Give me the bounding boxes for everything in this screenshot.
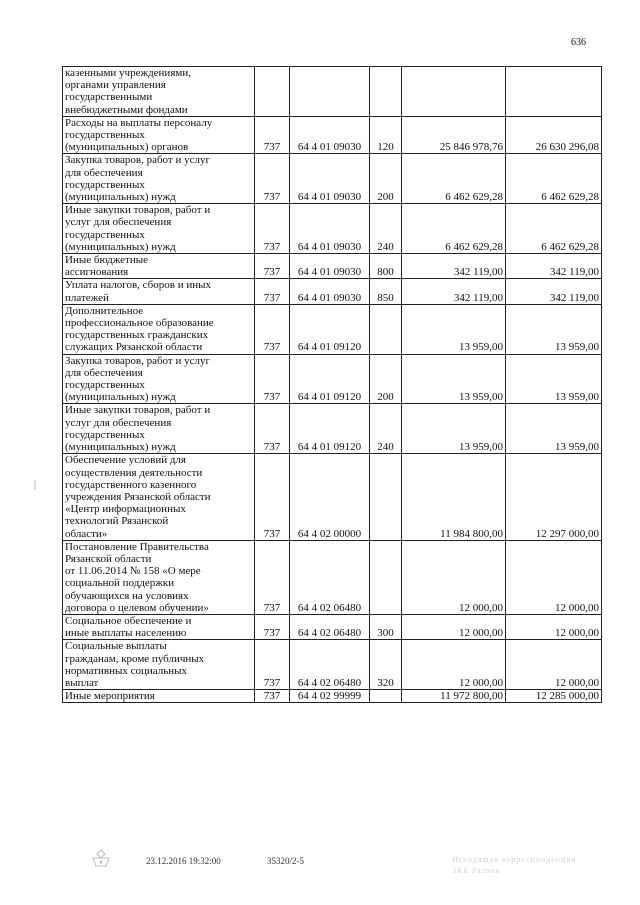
cell-amount-2017: 13 959,00 [402, 354, 506, 404]
cell-ministry: 737 [255, 640, 290, 690]
cell-section: 64 4 02 00000 [290, 454, 370, 540]
cell-ministry: 737 [255, 304, 290, 354]
cell-expense-type [370, 304, 402, 354]
cell-amount-2017: 6 462 629,28 [402, 154, 506, 204]
table-row [63, 690, 602, 703]
cell-expense-type: 300 [370, 614, 402, 639]
cell-amount-2017: 12 000,00 [402, 640, 506, 690]
cell-name: Иные мероприятия [63, 690, 255, 703]
cell-ministry: 737 [255, 404, 290, 454]
cell-name: Социальные выплаты гражданам, кроме публичных нормативных социальных выплат [63, 640, 255, 690]
cell-amount-2017: 342 119,00 [402, 279, 506, 304]
cell-amount-2017: 12 000,00 [402, 614, 506, 639]
cell-amount-2018 [506, 67, 602, 117]
table-row [63, 254, 602, 279]
cell-section: 64 4 01 09120 [290, 404, 370, 454]
cell-name: Иные закупки товаров, работ и услуг для обеспечения государственных (муниципальных) нужд [63, 404, 255, 454]
footer-faint-text: Исходящая корреспонденция ЗКБ Рязань [452, 855, 577, 875]
cell-amount-2018: 13 959,00 [506, 304, 602, 354]
cell-expense-type: 850 [370, 279, 402, 304]
cell-name: Иные бюджетные ассигнования [63, 254, 255, 279]
cell-section: 64 4 01 09030 [290, 279, 370, 304]
table-row [63, 640, 602, 690]
cell-ministry: 737 [255, 690, 290, 703]
cell-name: Расходы на выплаты персоналу государственных (муниципальных) органов [63, 116, 255, 154]
cell-expense-type: 120 [370, 116, 402, 154]
cell-section: 64 4 02 99999 [290, 690, 370, 703]
cell-name: Обеспечение условий для осуществления деятельности государственного казенного учреждения Рязанской области «Центр информационных технологий Рязанской области» [63, 454, 255, 540]
table-row [63, 454, 602, 540]
cell-amount-2017: 12 000,00 [402, 540, 506, 614]
cell-name: Иные закупки товаров, работ и услуг для обеспечения государственных (муниципальных) нужд [63, 204, 255, 254]
cell-section: 64 4 02 06480 [290, 640, 370, 690]
cell-amount-2018: 12 000,00 [506, 640, 602, 690]
cell-section: 64 4 01 09120 [290, 304, 370, 354]
cell-name: Постановление Правительства Рязанской области от 11.06.2014 № 158 «О мере социальной поддержки обучающихся на условиях договора о целевом обучении» [63, 540, 255, 614]
cell-section: 64 4 01 09030 [290, 254, 370, 279]
cell-expense-type: 200 [370, 354, 402, 404]
cell-amount-2018: 12 000,00 [506, 540, 602, 614]
cell-amount-2017 [402, 67, 506, 117]
stamp-icon [88, 848, 114, 868]
cell-section: 64 4 01 09030 [290, 116, 370, 154]
cell-name: Социальное обеспечение и иные выплаты населению [63, 614, 255, 639]
cell-ministry: 737 [255, 279, 290, 304]
cell-section: 64 4 01 09030 [290, 154, 370, 204]
cell-ministry [255, 67, 290, 117]
cell-expense-type [370, 540, 402, 614]
cell-amount-2017: 11 972 800,00 [402, 690, 506, 703]
table-row [63, 354, 602, 404]
cell-amount-2018: 342 119,00 [506, 279, 602, 304]
footer-datetime: 23.12.2016 19:32:00 [146, 856, 221, 866]
page-number: 636 [571, 37, 586, 48]
cell-ministry: 737 [255, 614, 290, 639]
cell-name: Уплата налогов, сборов и иных платежей [63, 279, 255, 304]
cell-amount-2018: 13 959,00 [506, 354, 602, 404]
cell-name: Закупка товаров, работ и услуг для обеспечения государственных (муниципальных) нужд [63, 354, 255, 404]
cell-expense-type [370, 454, 402, 540]
table-row [63, 204, 602, 254]
budget-table [62, 66, 602, 703]
table-row [63, 67, 602, 117]
table-row [63, 540, 602, 614]
budget-table-body [63, 67, 602, 703]
cell-amount-2017: 6 462 629,28 [402, 204, 506, 254]
cell-amount-2018: 12 285 000,00 [506, 690, 602, 703]
cell-amount-2018: 342 119,00 [506, 254, 602, 279]
cell-ministry: 737 [255, 254, 290, 279]
cell-expense-type: 240 [370, 404, 402, 454]
cell-expense-type [370, 67, 402, 117]
table-row [63, 614, 602, 639]
cell-section: 64 4 02 06480 [290, 614, 370, 639]
cell-name: Закупка товаров, работ и услуг для обеспечения государственных (муниципальных) нужд [63, 154, 255, 204]
cell-amount-2017: 13 959,00 [402, 304, 506, 354]
cell-ministry: 737 [255, 540, 290, 614]
cell-amount-2017: 25 846 978,76 [402, 116, 506, 154]
cell-amount-2018: 13 959,00 [506, 404, 602, 454]
cell-expense-type: 200 [370, 154, 402, 204]
cell-ministry: 737 [255, 204, 290, 254]
cell-ministry: 737 [255, 116, 290, 154]
cell-amount-2018: 26 630 296,08 [506, 116, 602, 154]
cell-ministry: 737 [255, 354, 290, 404]
cell-section: 64 4 01 09030 [290, 204, 370, 254]
table-row [63, 154, 602, 204]
table-row [63, 304, 602, 354]
table-row [63, 279, 602, 304]
cell-amount-2017: 11 984 800,00 [402, 454, 506, 540]
cell-amount-2018: 6 462 629,28 [506, 204, 602, 254]
cell-ministry: 737 [255, 154, 290, 204]
cell-amount-2018: 6 462 629,28 [506, 154, 602, 204]
footer-doc-id: 35320/2-5 [267, 856, 304, 866]
cell-section: 64 4 02 06480 [290, 540, 370, 614]
cell-expense-type: 240 [370, 204, 402, 254]
cell-ministry: 737 [255, 454, 290, 540]
cell-name: Дополнительное профессиональное образование государственных гражданских служащих Рязанской области [63, 304, 255, 354]
margin-mark [32, 480, 38, 490]
cell-section [290, 67, 370, 117]
cell-expense-type: 320 [370, 640, 402, 690]
cell-amount-2017: 342 119,00 [402, 254, 506, 279]
cell-amount-2018: 12 000,00 [506, 614, 602, 639]
cell-section: 64 4 01 09120 [290, 354, 370, 404]
table-row [63, 116, 602, 154]
cell-name: казенными учреждениями, органами управления государственными внебюджетными фондами [63, 67, 255, 117]
table-row [63, 404, 602, 454]
cell-amount-2017: 13 959,00 [402, 404, 506, 454]
cell-expense-type [370, 690, 402, 703]
cell-expense-type: 800 [370, 254, 402, 279]
cell-amount-2018: 12 297 000,00 [506, 454, 602, 540]
